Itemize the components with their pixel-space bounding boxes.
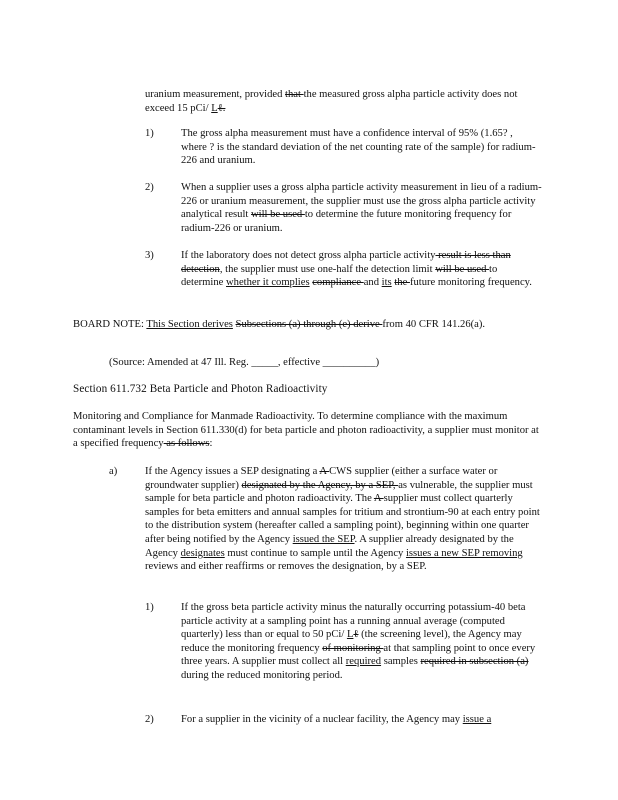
- inserted-text: required: [345, 656, 382, 668]
- text-run: reviews and either reaffirms or removes the designation, by a SEP.: [145, 561, 427, 573]
- board-note: [73, 318, 513, 332]
- text-run: the measured gross alpha particle activity does not exceed 15 pCi/: [145, 89, 518, 114]
- text-run: samples: [381, 656, 421, 668]
- inserted-text: issues a new SEP removing: [405, 547, 523, 559]
- intro-paragraph: [145, 88, 537, 115]
- item-3-number: 3): [145, 250, 154, 261]
- sub-item-2-text: [181, 713, 551, 727]
- deleted-text: will be used: [251, 209, 305, 221]
- deleted-text: as follows: [163, 438, 210, 450]
- text-run: to determine: [181, 263, 498, 289]
- inserted-text: issue a: [462, 714, 492, 725]
- deleted-text: of monitoring: [322, 642, 384, 654]
- deleted-text: the: [394, 277, 410, 289]
- deleted-text: A: [319, 466, 330, 477]
- text-run: Monitoring and Compliance for Manmade Radioactivity. To determine compliance with the maximum contaminant levels in Section 611.330(d) for beta particle and photon radioactivity, a supplier must monitor at a specified frequency: [73, 411, 539, 450]
- deleted-text: ℓ.: [217, 102, 226, 114]
- text-run: at that sampling point to once every three years. A supplier must collect all: [181, 642, 536, 668]
- text-run: (the screening level), the Agency may reduce the monitoring frequency: [181, 629, 522, 654]
- text-run: . A supplier already designated by the Agency: [145, 533, 514, 559]
- inserted-text: its: [381, 277, 392, 289]
- text-run: For a supplier in the vicinity of a nuclear facility, the Agency may: [181, 714, 463, 725]
- text-run: as vulnerable, the supplier must sample for beta particle and photon radioactivity. The: [145, 479, 533, 505]
- sub-item-2-number: 2): [145, 714, 154, 725]
- inserted-text: designates: [180, 547, 225, 559]
- text-run: uranium measurement, provided: [145, 89, 286, 100]
- item-2-text: [181, 181, 542, 235]
- deleted-text: required in subsection (a): [420, 656, 529, 668]
- section-heading: Section 611.732 Beta Particle and Photon Radioactivity: [73, 383, 328, 395]
- item-1-text: [181, 127, 537, 168]
- text-run: CWS supplier (either a surface water or groundwater supplier): [145, 466, 498, 491]
- deleted-text: that: [285, 89, 304, 100]
- text-run: :: [209, 438, 213, 450]
- item-2-number: 2): [145, 182, 154, 193]
- item-1-number: 1): [145, 128, 154, 139]
- text-run: The gross alpha measurement must have a confidence interval of 95% (1.65? , where ? is the standard deviation of the net counting rate of the sample) for radium-226 and uranium.: [181, 128, 536, 167]
- board-note-label: BOARD NOTE:: [73, 319, 147, 330]
- inserted-text: issued the SEP: [292, 533, 355, 545]
- deleted-text: result is less than detection: [181, 250, 511, 275]
- inserted-text: L: [211, 102, 218, 114]
- deleted-text: ℓ: [353, 629, 359, 641]
- inserted-text: L: [346, 629, 354, 641]
- deleted-text: compliance: [312, 277, 364, 289]
- text-run: supplier must collect quarterly samples for beta emitters and annual samples for tritium and strontium-90 at each entry point to the distribution system (hereafter called a sampling point), beginning within one quarter after being notified by the Agency: [145, 493, 540, 545]
- inserted-text: whether it complies: [226, 277, 310, 289]
- text-run: to determine the future monitoring frequency for radium-226 or uranium.: [181, 209, 512, 234]
- item-3-text: [181, 249, 539, 290]
- inserted-text: This Section derives: [146, 319, 233, 330]
- deleted-text: will be used: [435, 263, 490, 275]
- text-run: When a supplier uses a gross alpha particle activity measurement in lieu of a radium-226 or uranium measurement, the supplier must use the gross alpha particle activity analytical result: [181, 182, 542, 221]
- text-run: (Source: Amended at 47 Ill. Reg. _____, effective __________): [109, 357, 380, 368]
- text-run: , the supplier must use one-half the detection limit: [219, 263, 436, 275]
- text-run: must continue to sample until the Agency: [224, 547, 406, 559]
- deleted-text: Subsections (a) through (e) derive: [235, 319, 383, 330]
- deleted-text: designated by the Agency, by a SEP,: [241, 479, 399, 491]
- text-run: If the gross beta particle activity minus the naturally occurring potassium-40 beta particle activity at a sampling point has a running annual average (computed quarterly) less than or equal to 50 pCi/: [181, 602, 526, 641]
- sub-item-1-text: [181, 601, 541, 683]
- subsection-a-text: [145, 465, 541, 574]
- subsection-a-number: a): [109, 466, 118, 477]
- text-run: and: [363, 277, 382, 289]
- text-run: If the Agency issues a SEP designating a: [145, 466, 320, 477]
- text-run: If the laboratory does not detect gross alpha particle activity: [181, 250, 436, 261]
- source-note: [109, 356, 529, 370]
- text-run: from 40 CFR 141.26(a).: [382, 319, 486, 330]
- monitoring-paragraph: [73, 410, 544, 451]
- deleted-text: A: [373, 493, 384, 505]
- text-run: future monitoring frequency.: [409, 277, 532, 289]
- sub-item-1-number: 1): [145, 602, 154, 613]
- text-run: during the reduced monitoring period.: [181, 669, 343, 681]
